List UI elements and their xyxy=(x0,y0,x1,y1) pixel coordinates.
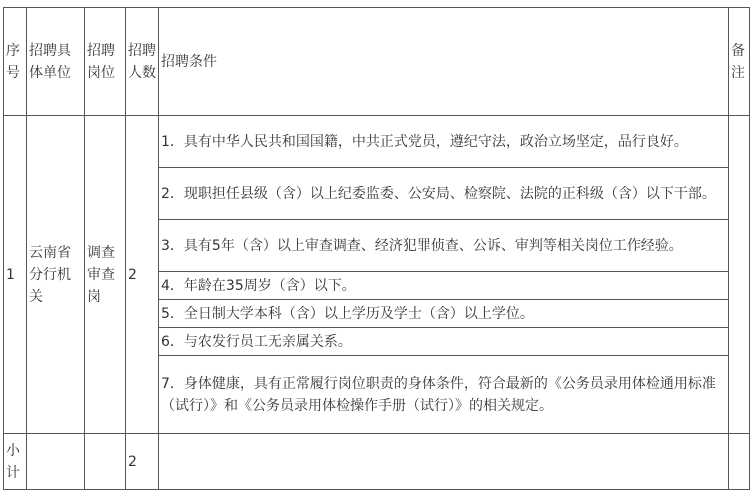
recruitment-table xyxy=(3,7,750,490)
header-unit: 招聘具体单位 xyxy=(27,8,85,116)
row1-position: 调查审查岗 xyxy=(85,116,126,434)
condition-7: 7．身体健康，具有正常履行岗位职责的身体条件，符合最新的《公务员录用体检通用标准（试行）》和《公务员录用体检操作手册（试行）》的相关规定。 xyxy=(159,356,729,434)
header-position: 招聘岗位 xyxy=(85,8,126,116)
header-count: 招聘人数 xyxy=(126,8,159,116)
header-row xyxy=(4,8,750,116)
row1-remark xyxy=(729,116,750,434)
row1-unit: 云南省分行机关 xyxy=(27,116,85,434)
condition-5: 5．全日制大学本科（含）以上学历及学士（含）以上学位。 xyxy=(159,300,729,328)
subtotal-count: 2 xyxy=(126,434,159,490)
subtotal-label: 小计 xyxy=(4,434,27,490)
row1-seq: 1 xyxy=(4,116,27,434)
header-conditions: 招聘条件 xyxy=(159,8,729,116)
condition-2: 2．现职担任县级（含）以上纪委监委、公安局、检察院、法院的正科级（含）以下干部。 xyxy=(159,168,729,220)
header-remark: 备注 xyxy=(729,8,750,116)
condition-4: 4．年龄在35周岁（含）以下。 xyxy=(159,272,729,300)
condition-6: 6．与农发行员工无亲属关系。 xyxy=(159,328,729,356)
subtotal-row xyxy=(4,434,750,490)
subtotal-unit xyxy=(27,434,85,490)
condition-3: 3．具有5年（含）以上审查调查、经济犯罪侦查、公诉、审判等相关岗位工作经验。 xyxy=(159,220,729,272)
row1-count: 2 xyxy=(126,116,159,434)
subtotal-position xyxy=(85,434,126,490)
subtotal-conditions xyxy=(159,434,729,490)
header-seq: 序号 xyxy=(4,8,27,116)
condition-1: 1．具有中华人民共和国国籍，中共正式党员，遵纪守法，政治立场坚定，品行良好。 xyxy=(159,116,729,168)
table-row xyxy=(4,116,750,168)
subtotal-remark xyxy=(729,434,750,490)
